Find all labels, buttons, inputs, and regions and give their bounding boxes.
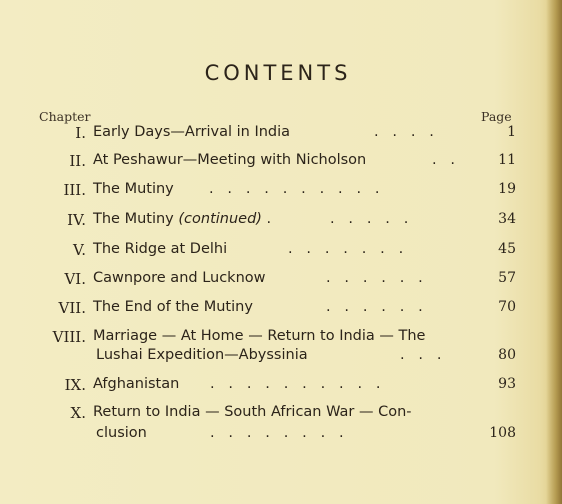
chapter-title: Return to India — South African War — Con- (93, 404, 412, 420)
chapter-title-italic: (continued) (178, 211, 262, 227)
chapter-number: X. (70, 404, 86, 422)
chapter-title: Early Days—Arrival in India (93, 124, 291, 140)
chapter-number: II. (69, 152, 86, 170)
page-number: 11 (498, 152, 516, 168)
toc-entry (0, 152, 562, 174)
chapter-number: VIII. (52, 328, 86, 346)
page-number: 70 (498, 299, 516, 315)
page-number: 93 (498, 376, 516, 392)
toc-entry (0, 241, 562, 263)
dot-leader: . . (432, 152, 456, 168)
chapter-title: Afghanistan (93, 376, 180, 392)
chapter-title: Marriage — At Home — Return to India — The (93, 328, 426, 344)
page-number: 45 (498, 241, 516, 257)
chapter-title: At Peshawur—Meeting with Nicholson (93, 152, 367, 168)
chapter-number: V. (73, 241, 86, 259)
page-number: 1 (507, 124, 516, 140)
toc-entry (0, 181, 562, 203)
page-number: 34 (498, 211, 516, 227)
chapter-title: Cawnpore and Lucknow (93, 270, 266, 286)
toc-entry (0, 270, 562, 292)
dot-leader: . . . . . . (326, 299, 423, 315)
contents-heading: CONTENTS (204, 61, 352, 85)
toc-entry (0, 299, 562, 321)
chapter-title-line2: clusion (96, 425, 147, 441)
page-column-header: Page (481, 109, 512, 124)
page-number: 57 (498, 270, 516, 286)
page-number: 19 (498, 181, 516, 197)
toc-entry (0, 124, 562, 146)
chapter-title: The Ridge at Delhi (93, 241, 228, 257)
chapter-number: IX. (64, 376, 86, 394)
chapter-title: The End of the Mutiny (93, 299, 253, 315)
dot-leader: . . . . . . . . . . (209, 181, 380, 197)
toc-entry (0, 376, 562, 398)
chapter-number: VI. (64, 270, 86, 288)
chapter-number: VII. (58, 299, 86, 317)
dot-leader: . . . . . . . (288, 241, 404, 257)
chapter-title-line2: Lushai Expedition—Abyssinia (96, 347, 308, 363)
chapter-title-trailing-dot: . (261, 211, 272, 227)
toc-entry (0, 404, 562, 426)
chapter-number: IV. (67, 211, 86, 229)
dot-leader: . . . . . . . . (210, 425, 344, 441)
dot-leader: . . . . . (330, 211, 409, 227)
chapter-number: I. (75, 124, 86, 142)
chapter-number: III. (63, 181, 86, 199)
dot-leader: . . . . (374, 124, 434, 140)
chapter-title-main: The Mutiny (93, 211, 179, 227)
dot-leader: . . . . . . . . . . (210, 376, 381, 392)
page-number: 80 (498, 347, 516, 363)
chapter-column-header: Chapter (39, 109, 91, 124)
chapter-title (93, 211, 271, 227)
dot-leader: . . . (400, 347, 442, 363)
toc-entry-continuation (0, 347, 562, 369)
toc-entry-continuation (0, 425, 562, 447)
chapter-title: The Mutiny (93, 181, 174, 197)
dot-leader: . . . . . . (326, 270, 423, 286)
page-number: 108 (489, 425, 516, 441)
toc-entry (0, 211, 562, 233)
